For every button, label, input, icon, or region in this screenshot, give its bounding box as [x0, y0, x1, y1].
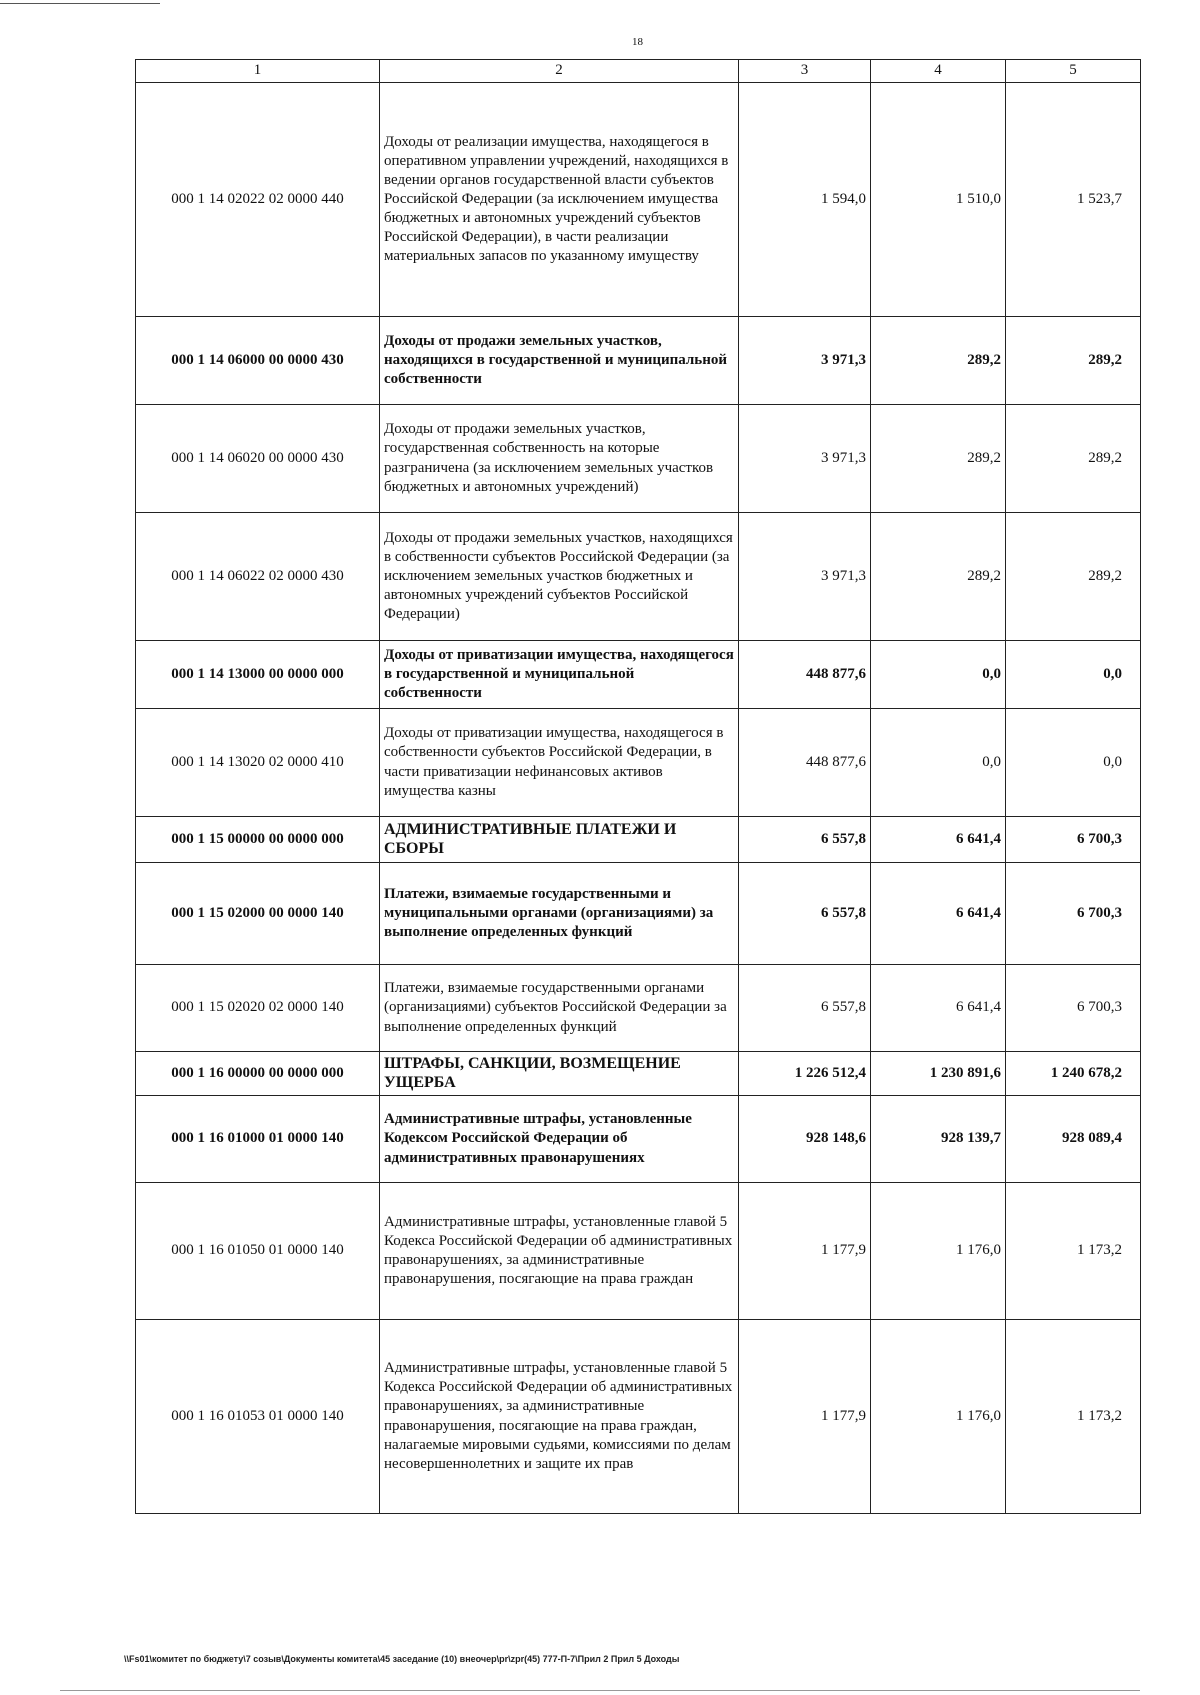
- revenue-code: 000 1 14 06000 00 0000 430: [136, 317, 380, 405]
- revenue-code: 000 1 15 02020 02 0000 140: [136, 965, 380, 1052]
- scan-edge-bottom: [60, 1690, 1140, 1691]
- value-col3: 6 557,8: [739, 863, 871, 965]
- value-col5: 6 700,3: [1006, 965, 1141, 1052]
- column-header-col3: 3: [739, 60, 871, 83]
- revenue-name: Доходы от реализации имущества, находящегося в оперативном управлении учреждений, находящихся в ведении органов государственной власти субъектов Российской Федерации (за исключением имущества бюджетных и автономных учреждений субъектов Российской Федерации), в части реализации материальных запасов по указанному имуществу: [380, 83, 739, 317]
- value-col3: 1 177,9: [739, 1183, 871, 1320]
- value-col4: 0,0: [871, 641, 1006, 709]
- revenue-code: 000 1 16 01053 01 0000 140: [136, 1320, 380, 1514]
- table-row: [136, 709, 1141, 817]
- value-col5: 1 173,2: [1006, 1320, 1141, 1514]
- table-row: [136, 1320, 1141, 1514]
- value-col5: 6 700,3: [1006, 817, 1141, 863]
- table-row: [136, 1052, 1141, 1096]
- revenue-code: 000 1 14 02022 02 0000 440: [136, 83, 380, 317]
- value-col3: 1 594,0: [739, 83, 871, 317]
- revenue-code: 000 1 14 13000 00 0000 000: [136, 641, 380, 709]
- revenue-name: Доходы от продажи земельных участков, находящихся в государственной и муниципальной собственности: [380, 317, 739, 405]
- value-col5: 6 700,3: [1006, 863, 1141, 965]
- value-col5: 289,2: [1006, 405, 1141, 513]
- value-col4: 1 176,0: [871, 1320, 1006, 1514]
- value-col5: 1 523,7: [1006, 83, 1141, 317]
- document-file-path: \\Fs01\комитет по бюджету\7 созыв\Документы комитета\45 заседание (10) внеочер\pr\zpr(45) 777-П-7\Прил 2 Прил 5 Доходы: [124, 1654, 680, 1664]
- revenue-name: Административные штрафы, установленные Кодексом Российской Федерации об административных правонарушениях: [380, 1096, 739, 1183]
- value-col5: 289,2: [1006, 513, 1141, 641]
- value-col4: 289,2: [871, 513, 1006, 641]
- value-col3: 3 971,3: [739, 405, 871, 513]
- column-header-name: 2: [380, 60, 739, 83]
- column-header-col5: 5: [1006, 60, 1141, 83]
- table-row: [136, 1096, 1141, 1183]
- value-col4: 6 641,4: [871, 817, 1006, 863]
- value-col4: 0,0: [871, 709, 1006, 817]
- column-header-col4: 4: [871, 60, 1006, 83]
- revenue-name: Доходы от приватизации имущества, находящегося в собственности субъектов Российской Федерации, в части приватизации нефинансовых активов имущества казны: [380, 709, 739, 817]
- value-col3: 6 557,8: [739, 965, 871, 1052]
- table-row: [136, 1183, 1141, 1320]
- table-row: [136, 863, 1141, 965]
- column-header-code: 1: [136, 60, 380, 83]
- value-col3: 1 226 512,4: [739, 1052, 871, 1096]
- header-row: [136, 60, 1141, 83]
- table-row: [136, 83, 1141, 317]
- value-col4: 928 139,7: [871, 1096, 1006, 1183]
- value-col3: 448 877,6: [739, 709, 871, 817]
- value-col3: 3 971,3: [739, 513, 871, 641]
- value-col5: 289,2: [1006, 317, 1141, 405]
- value-col5: 1 240 678,2: [1006, 1052, 1141, 1096]
- revenue-code: 000 1 14 06020 00 0000 430: [136, 405, 380, 513]
- revenue-name: Доходы от продажи земельных участков, находящихся в собственности субъектов Российской Федерации (за исключением земельных участков бюджетных и автономных учреждений субъектов Российской Федерации): [380, 513, 739, 641]
- value-col4: 1 230 891,6: [871, 1052, 1006, 1096]
- scan-edge-top: [0, 3, 160, 4]
- table-row: [136, 317, 1141, 405]
- value-col4: 1 176,0: [871, 1183, 1006, 1320]
- value-col3: 928 148,6: [739, 1096, 871, 1183]
- revenue-code: 000 1 14 13020 02 0000 410: [136, 709, 380, 817]
- table-row: [136, 641, 1141, 709]
- revenue-table: [135, 59, 1141, 1514]
- revenue-name: Доходы от продажи земельных участков, государственная собственность на которые разграничена (за исключением земельных участков бюджетных и автономных учреждений): [380, 405, 739, 513]
- page-number: 18: [632, 36, 643, 48]
- value-col3: 448 877,6: [739, 641, 871, 709]
- table-row: [136, 405, 1141, 513]
- revenue-code: 000 1 14 06022 02 0000 430: [136, 513, 380, 641]
- value-col4: 1 510,0: [871, 83, 1006, 317]
- revenue-code: 000 1 16 00000 00 0000 000: [136, 1052, 380, 1096]
- revenue-code: 000 1 15 00000 00 0000 000: [136, 817, 380, 863]
- revenue-name: Доходы от приватизации имущества, находящегося в государственной и муниципальной собственности: [380, 641, 739, 709]
- value-col4: 289,2: [871, 405, 1006, 513]
- revenue-code: 000 1 16 01050 01 0000 140: [136, 1183, 380, 1320]
- revenue-code: 000 1 16 01000 01 0000 140: [136, 1096, 380, 1183]
- revenue-code: 000 1 15 02000 00 0000 140: [136, 863, 380, 965]
- value-col4: 6 641,4: [871, 863, 1006, 965]
- revenue-name: Административные штрафы, установленные главой 5 Кодекса Российской Федерации об административных правонарушениях, за административные правонарушения, посягающие на права граждан, налагаемые мировыми судьями, комиссиями по делам несовершеннолетних и защите их прав: [380, 1320, 739, 1514]
- revenue-name: Платежи, взимаемые государственными органами (организациями) субъектов Российской Федерации за выполнение определенных функций: [380, 965, 739, 1052]
- revenue-name: Административные штрафы, установленные главой 5 Кодекса Российской Федерации об административных правонарушениях, за административные правонарушения, посягающие на права граждан: [380, 1183, 739, 1320]
- revenue-name: Платежи, взимаемые государственными и муниципальными органами (организациями) за выполнение определенных функций: [380, 863, 739, 965]
- value-col3: 3 971,3: [739, 317, 871, 405]
- value-col5: 0,0: [1006, 709, 1141, 817]
- revenue-name: ШТРАФЫ, САНКЦИИ, ВОЗМЕЩЕНИЕ УЩЕРБА: [380, 1052, 739, 1096]
- value-col3: 6 557,8: [739, 817, 871, 863]
- value-col4: 6 641,4: [871, 965, 1006, 1052]
- table-row: [136, 817, 1141, 863]
- value-col3: 1 177,9: [739, 1320, 871, 1514]
- value-col5: 928 089,4: [1006, 1096, 1141, 1183]
- value-col5: 1 173,2: [1006, 1183, 1141, 1320]
- table-row: [136, 513, 1141, 641]
- revenue-name: АДМИНИСТРАТИВНЫЕ ПЛАТЕЖИ И СБОРЫ: [380, 817, 739, 863]
- value-col4: 289,2: [871, 317, 1006, 405]
- value-col5: 0,0: [1006, 641, 1141, 709]
- table-row: [136, 965, 1141, 1052]
